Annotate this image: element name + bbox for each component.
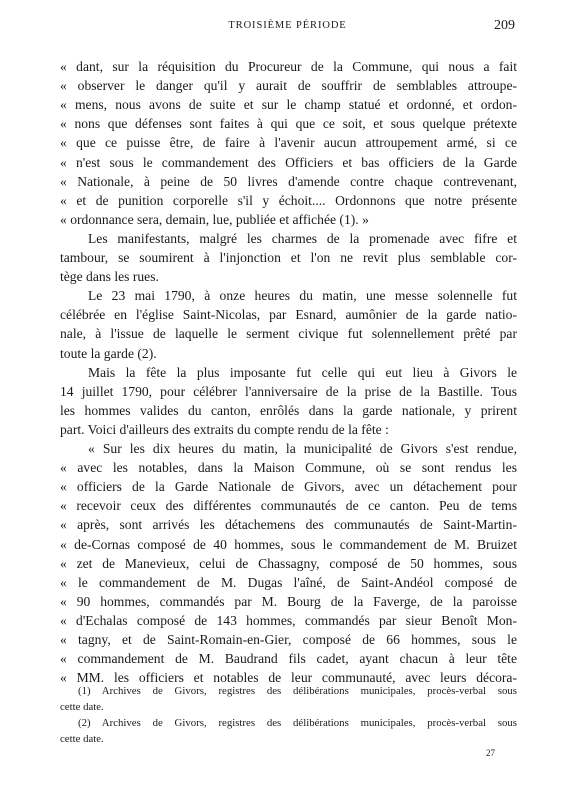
text-line: part. Voici d'ailleurs des extraits du compte rendu de la fête : xyxy=(60,421,389,437)
text-line: « Nationale, à peine de 50 livres d'amende contre chaque contrevenant, xyxy=(60,173,517,189)
text-line: « commandement de M. Baudrand fils cadet, ayant chacun à leur tête xyxy=(60,651,517,667)
text-line: « nons que défenses sont faites à qui que ce soit, et sous quelque prétexte xyxy=(60,116,517,132)
text-line: « et de punition corporelle s'il y échoit.... Ordonnons que notre présente xyxy=(60,192,517,208)
text-line: tège dans les rues. xyxy=(60,269,159,285)
footnote-line: cette date. xyxy=(60,733,104,745)
running-title: TROISIÈME PÉRIODE xyxy=(228,20,347,31)
footnote-line: cette date. xyxy=(60,701,104,713)
text-line: célébrée en l'église Saint-Nicolas, par Esnard, aumônier de la garde natio- xyxy=(60,307,517,323)
text-line: « de-Cornas composé de 40 hommes, sous le commandement de M. Bruizet xyxy=(60,536,517,552)
text-line: « ordonnance sera, demain, lue, publiée et affichée (1). » xyxy=(60,211,369,227)
signature-mark: 27 xyxy=(486,748,495,758)
text-line: « MM. les officiers et notables de leur communauté, avec leurs décora- xyxy=(60,670,517,686)
text-line: « 90 hommes, commandés par M. Bourg de la Faverge, de la paroisse xyxy=(60,593,517,609)
text-line: « recevoir ceux des différentes communautés de ce canton. Peu de tems xyxy=(60,498,517,514)
text-line: « officiers de la Garde Nationale de Givors, avec un détachement pour xyxy=(60,479,517,495)
text-line: « mens, nous avons de suite et sur le champ statué et ordonné, et ordon- xyxy=(60,97,517,113)
text-line: « d'Echalas composé de 143 hommes, commandés par sieur Benoît Mon- xyxy=(60,612,517,628)
text-line: « observer le danger qu'il y aurait de souffrir de semblables attroupe- xyxy=(60,78,517,94)
text-line: « le commandement de M. Dugas l'aîné, de Saint-Andéol composé de xyxy=(60,574,517,590)
text-line: « que ce puisse être, de faire à l'avenir aucun attroupement armé, si ce xyxy=(60,135,517,151)
text-line: « dant, sur la réquisition du Procureur de la Commune, qui nous a fait xyxy=(60,59,517,74)
text-line: « Sur les dix heures du matin, la municipalité de Givors s'est rendue, xyxy=(88,441,517,456)
text-line: « n'est sous le commandement des Officiers et bas officiers de la Garde xyxy=(60,154,517,170)
text-line: toute la garde (2). xyxy=(60,345,157,361)
footnote-line: (1) Archives de Givors, registres des délibérations municipales, procès-verbal sous xyxy=(78,685,517,697)
text-line: « tagny, et de Saint-Romain-en-Gier, composé de 66 hommes, sous le xyxy=(60,632,517,647)
text-line: Les manifestants, malgré les charmes de la promenade avec fifre et xyxy=(88,230,517,246)
text-line: « après, sont arrivés les détachemens des communautés de Saint-Martin- xyxy=(60,517,517,533)
text-line: « avec les notables, dans la Maison Commune, où se sont rendus les xyxy=(60,460,517,476)
text-line: « zet de Manevieux, celui de Chassagny, composé de 50 hommes, sous xyxy=(60,555,517,571)
footnote-line: (2) Archives de Givors, registres des délibérations municipales, procès-verbal sous xyxy=(78,717,517,729)
text-line: Mais la fête la plus imposante fut celle qui eut lieu à Givors le xyxy=(88,364,517,380)
page-number: 209 xyxy=(494,18,515,33)
text-line: 14 juillet 1790, pour célébrer l'anniversaire de la prise de la Bastille. Tous xyxy=(60,383,517,399)
text-line: tambour, se soumirent à l'injonction et l'on ne revit plus semblable cor- xyxy=(60,250,517,265)
text-line: Le 23 mai 1790, à onze heures du matin, une messe solennelle fut xyxy=(88,288,517,304)
running-header xyxy=(0,20,575,40)
text-line: nale, à l'issue de laquelle le serment civique fut solennellement prêté par xyxy=(60,326,517,342)
text-line: les hommes valides du canton, enrôlés dans la garde nationale, y prirent xyxy=(60,402,517,418)
